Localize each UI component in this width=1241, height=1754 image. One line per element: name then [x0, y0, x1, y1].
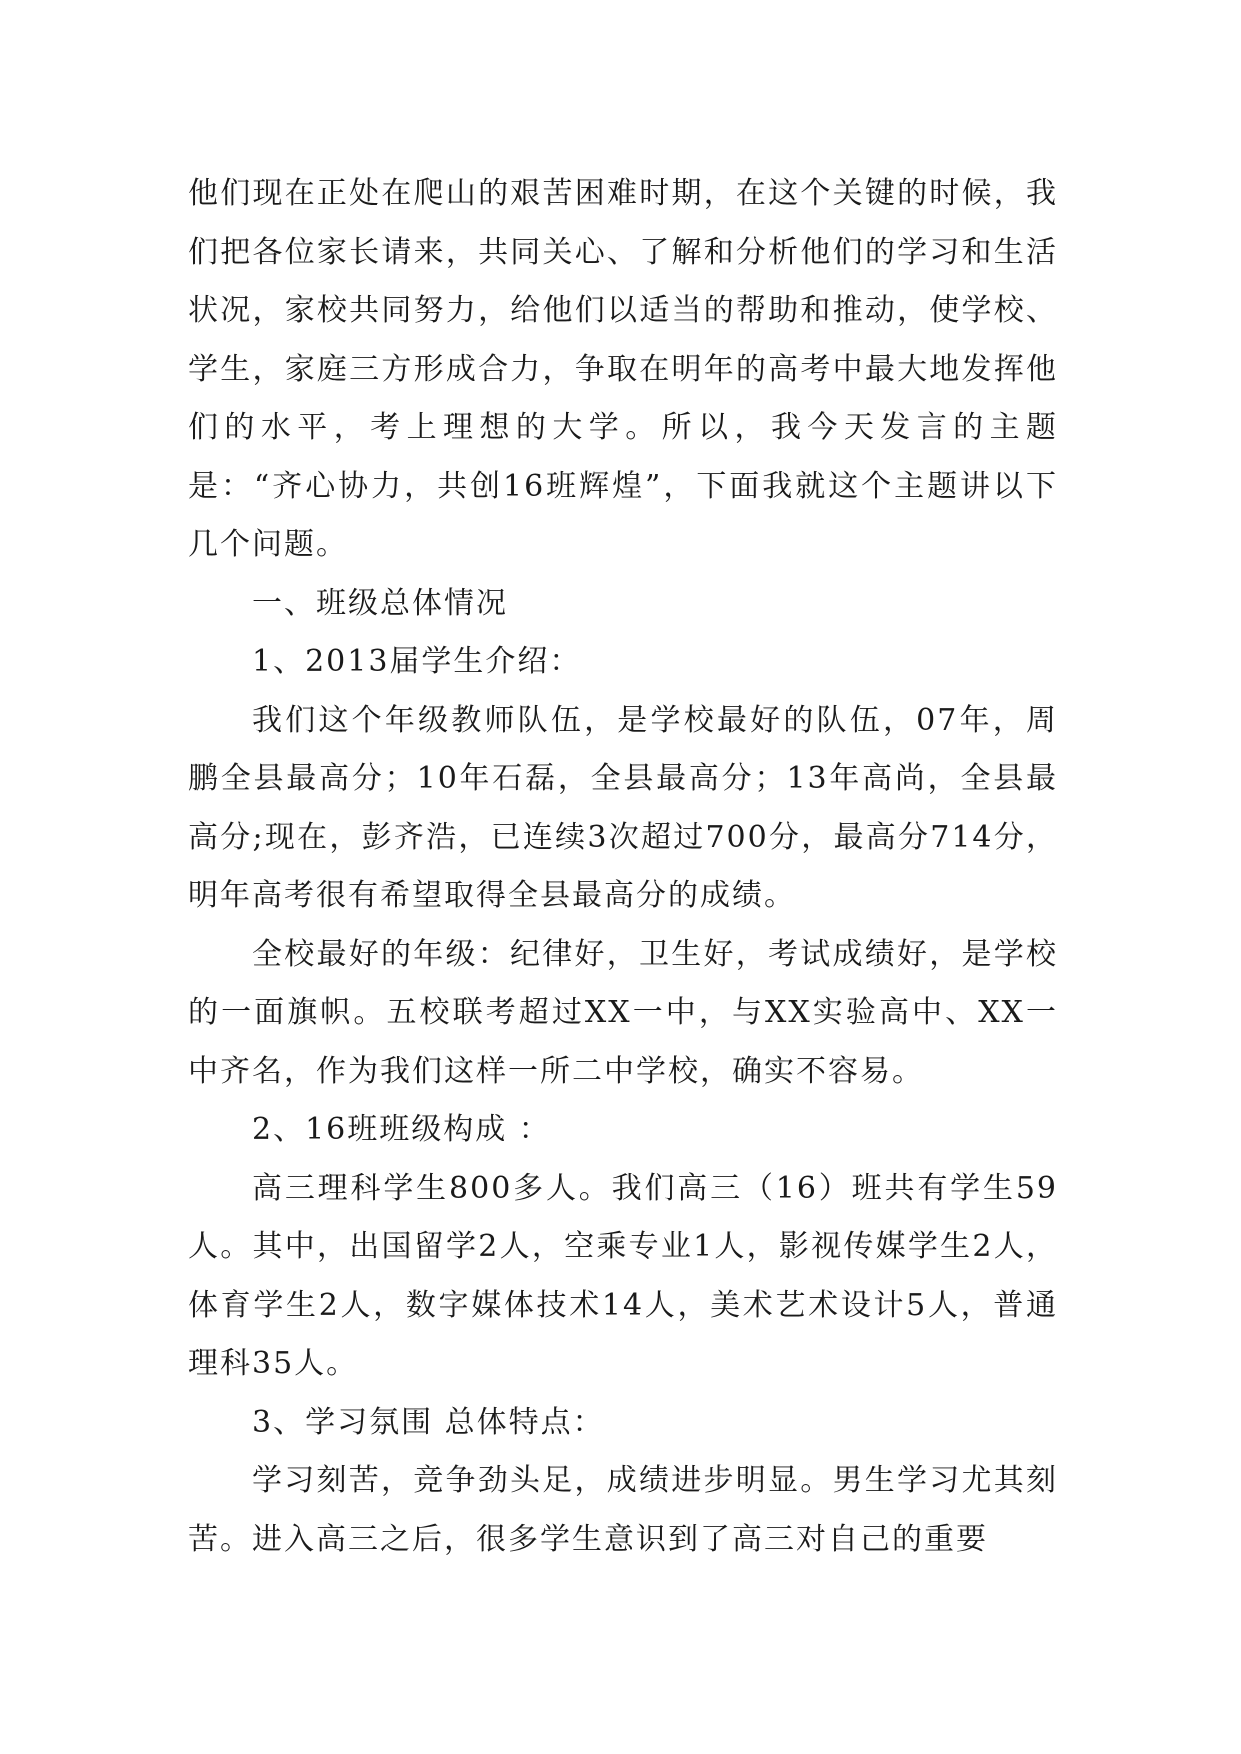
paragraph-best-grade: 全校最好的年级：纪律好，卫生好，考试成绩好，是学校的一面旗帜。五校联考超过XX一中，与XX实验高中、XX一中齐名，作为我们这样一所二中学校，确实不容易。: [188, 936, 1058, 1089]
paragraph-atmosphere: 学习刻苦，竞争劲头足，成绩进步明显。男生学习尤其刻苦。进入高三之后，很多学生意识到了高三对自己的重要: [188, 1463, 1058, 1557]
paragraph-composition: 高三理科学生800多人。我们高三（16）班共有学生59人。其中，出国留学2人，空乘专业1人，影视传媒学生2人，体育学生2人，数字媒体技术14人，美术艺术设计5人，普通理科35人。: [188, 1170, 1058, 1381]
paragraph-teachers: 我们这个年级教师队伍，是学校最好的队伍，07年，周鹏全县最高分；10年石磊，全县最高分；13年高尚，全县最高分;现在，彭齐浩，已连续3次超过700分，最高分714分，明年高考很有希望取得全县最高分的成绩。: [188, 702, 1058, 913]
heading-learning-atmosphere: 3、学习氛围 总体特点：: [252, 1404, 605, 1440]
document-body: [188, 165, 1058, 1569]
heading-class-composition: 2、16班班级构成 ：: [252, 1112, 551, 1147]
heading-2013-students: 1、2013届学生介绍：: [252, 644, 582, 679]
paragraph-intro: 他们现在正处在爬山的艰苦困难时期，在这个关键的时候，我们把各位家长请来，共同关心、了解和分析他们的学习和生活状况，家校共同努力，给他们以适当的帮助和推动，使学校、学生，家庭三方形成合力，争取在明年的高考中最大地发挥他们的水平，考上理想的大学。所以，我今天发言的主题是：“齐心协力，共创16班辉煌”，下面我就这个主题讲以下几个问题。: [188, 176, 1058, 562]
heading-class-overview: 一、班级总体情况: [252, 585, 508, 621]
